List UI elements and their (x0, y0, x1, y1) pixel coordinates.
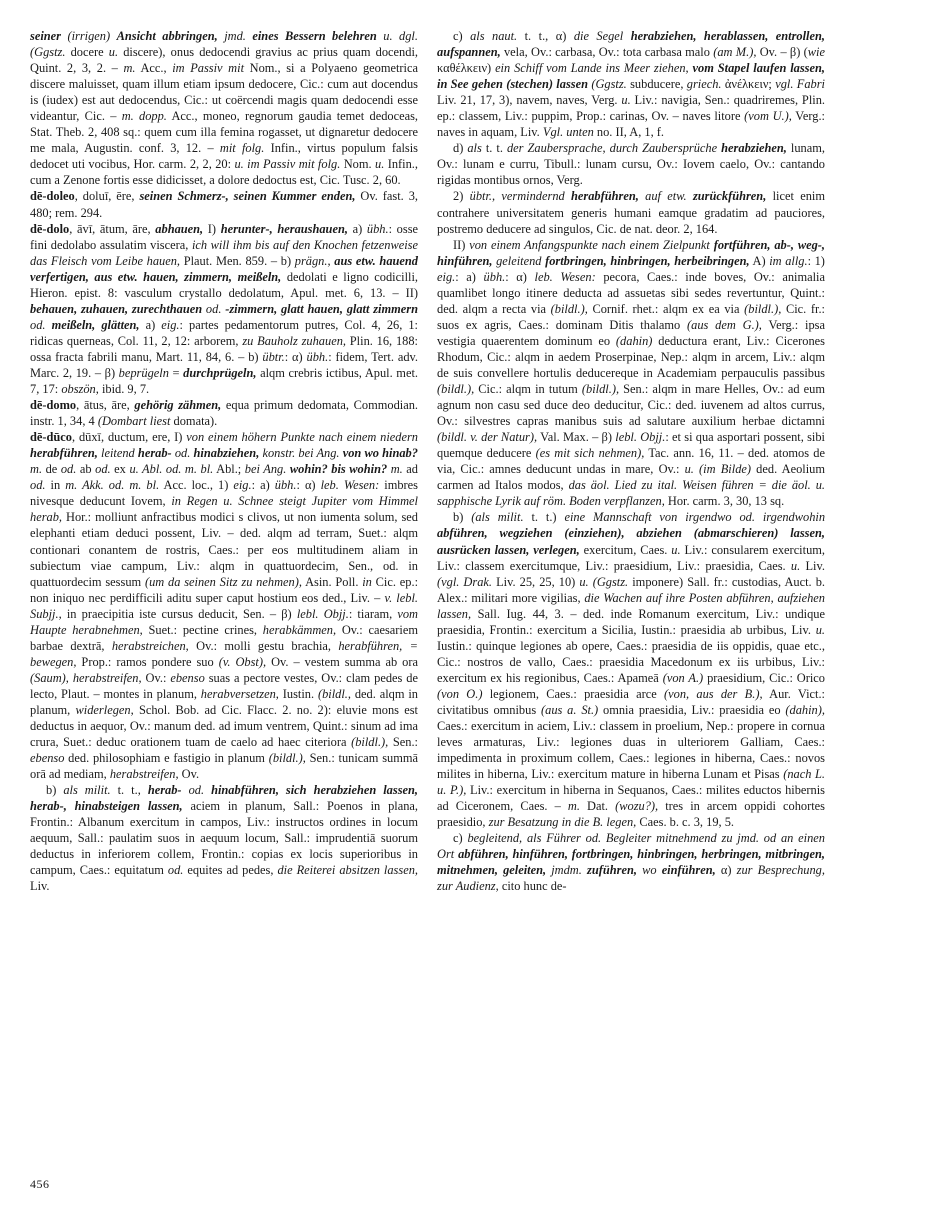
entry-dedoleo: dē-doleo, doluī, ēre, seinen Schmerz-, seinen Kummer enden, Ov. fast. 3, 480; rem. 294. (30, 189, 418, 220)
entry-deduco-d-zauber: d) als t. t. der Zaubersprache, durch Zaubersprüche herabziehen, lunam, Ov.: lunam e curru, Tibull.: lunam cursu, Ov.: Iovem caelo, Ov.: cantando rigidas montibus ornos, Verg. (437, 141, 825, 188)
page-number: 456 (30, 1177, 50, 1191)
right-column (437, 28, 825, 895)
entry-dedoceo-continued: seiner (irrigen) Ansicht abbringen, jmd. eines Bessern belehren u. dgl. (Ggstz. docere u. discere), onus dedocendi gravius ac prius quam docendi, Quint. 2, 3, 2. – m. Acc., im Passiv mit Nom., si a Polyaeno geometrica discere maluisset, quam illum etiam ipsum dedocere, Cic.: cum aut docendus is (iudex) est aut dedocendus, Cic.: ut coërcendi magis quam dedocendi esse videantur, Cic. – m. dopp. Acc., moneo, regnorum gaudia temet dedoceas, Stat. Theb. 2, 408 sq.: quem cum illa femina rogasset, ut dignaretur dedocere me mala, Augustin. conf. 3, 12. – mit folg. Infin., virtus populum falsis dedocet uti vocibus, Hor. carm. 2, 2, 20: u. im Passiv mit folg. Nom. u. Infin., cum a Zenone fortis esse didicisset, a dolore dedoctus est, Cic. Tusc. 2, 60. (30, 29, 419, 188)
entry-deduco-b: b) als milit. t. t., herab- od. hinabführen, sich herabziehen lassen, herab-, hinabsteigen lassen, aciem in planum, Sall.: Poenos in plana, Frontin.: Albanum exercitum in campos, Liv.: instructos ordines in locum aequum, Sall.: paulatim suos in aequum locum, Sall.: imprudentiā suorum deductus in inferiorem collem, Frontin.: copias ex locis superioribus in campum, Caes.: equitatum od. equites ad pedes, die Reiterei absitzen lassen, Liv. (30, 783, 418, 894)
entry-deduco-II: II) von einem Anfangspunkte nach einem Zielpunkt fortführen, ab-, weg-, hinführen, geleitend fortbringen, hinbringen, herbeibringen, A) im allg.: 1) eig.: a) übh.: α) leb. Wesen: pecora, Caes.: inde boves, Ov.: animalia quamlibet longo itinere deducta ad assuetas sibi sedes revertuntur, Quint.: ded. alqm a recta via (bildl.), Cornif. rhet.: alqm ex ea via (bildl.), Cic. fr.: suos ex agris, Caes.: dominam Ditis thalamo (aus dem G.), Verg.: ipsa vestigia quaerentem dominum eo (dahin) deductura erant, Liv.: Cicerones Rhodum, Cic.: alqm in aedem Proserpinae, Nep.: alqm in arcem, Liv.: alqm de suis convellere hortulis deducereque in Academiam perpauculis passibus (bildl.), Cic.: alqm in tutum (bildl.), Sen.: alqm in mare Helles, Ov.: ad eum agnum non casu sed duce deo deducitur, Cic.: ded. iuvenem ad altos currus, Ov.: silvestres capras manibus suis ad salutare auxilium herbae dictamni (bildl. v. der Natur), Val. Max. – β) lebl. Objj.: et si qua asportari possent, sibi quemque deducere (es mit sich nehmen), Tac. ann. 16, 11. – ded. atomos de via, Cic.: amnes deducunt undas in mare, Ov.: u. (im Bilde) ded. Aeolium carmen ad Italos modos, das äol. Lied zu ital. Weisen führen = die äol. u. sapphische Lyrik auf röm. Boden verpflanzen, Hor. carm. 3, 30, 13 sq. (437, 237, 826, 509)
entry-deduco: dē-dūco, dūxī, ductum, ere, I) von einem höhern Punkte nach einem niedern herabführen, leitend herab- od. hinabziehen, konstr. bei Ang. von wo hinab? m. de od. ab od. ex u. Abl. od. m. bl. Abl.; bei Ang. wohin? bis wohin? m. ad od. in m. Akk. od. m. bl. Acc. loc., 1) eig.: a) übh.: α) leb. Wesen: imbres nivesque deducunt Iovem, in Regen u. Schnee steigt Jupiter vom Himmel herab, Hor.: molliunt anfractibus modici s clivos, ut non iumenta solum, sed elephanti etiam deduci possent, Liv. – ded. alqm ad terram, Suet.: alqm contionari conantem de rostris, Caes.: per eos multitudinem aliam in subiectum viae campum, Liv.: alqm in quattuordecim, Sen., od. in quattuordecim sessum (um da seinen Sitz zu nehmen), Asin. Poll. in Cic. ep.: non iniquo nec perdifficili aditu super caput hostium eos ded., Liv. – v. lebl. Subjj., in praecipitia iste cursus deducit, Sen. – β) lebl. Objj.: tiaram, vom Haupte herabnehmen, Suet.: pectine crines, herabkämmen, Ov.: caesariem barbae dextrā, herabstreichen, Ov.: molli gestu brachia, herabführen, = bewegen, Prop.: ramos pondere suo (v. Obst), Ov. – vestem summa ab ora (Saum), herabstreifen, Ov.: ebenso suas a pectore vestes, Ov.: clam pedes de lecto, Plaut. – montes in planum, herabversetzen, Iustin. (bildl., ded. alqm in planum, widerlegen, Schol. Bob. ad Cic. Flacc. 2. no. 2): eluvie mons est deductus in aequor, Ov.: manum ded. ad imum ventrem, Quint.: sinum ad ima crura, Suet.: deduc orationem tuam de caelo ad haec citeriora (bildl.), Sen.: ebenso ded. philosophiam e fastigio in planum (bildl.), Sen.: tunicam summā orā ad mediam, herabstreifen, Ov. (30, 430, 419, 782)
entry-deduco-2-uebtr: 2) übtr., vermindernd herabführen, auf etw. zurückführen, licet enim contrahere universitatem generis humani eamque gradatim ad pauciores, postremo deducere ad singulos, Cic. de nat. deor. 2, 164. (437, 189, 825, 236)
left-column (30, 28, 418, 895)
entry-deduco-II-c-begleitend: c) begleitend, als Führer od. Begleiter mitnehmend zu jmd. od an einen Ort abführen, hinführen, fortbringen, hinbringen, herbringen, mitbringen, mitnehmen, geleiten, jmdm. zuführen, wo einführen, α) zur Besprechung, zur Audienz, cito hunc de- (437, 831, 826, 894)
entry-dedolo: dē-dolo, āvī, ātum, āre, abhauen, I) herunter-, heraushauen, a) übh.: osse fini dedolabo assulatim viscera, ich will ihm bis auf den Knochen fetzenweise das Fleisch vom Leibe hauen, Plaut. Men. 859. – b) prägn., aus etw. hauend verfertigen, aus etw. hauen, zimmern, meißeln, dedolati e ligno codicilli, Hieron. epist. 8: vasculum crystallo dedolatum, Apul. met. 6, 13. – II) behauen, zuhauen, zurechthauen od. -zimmern, glatt hauen, glatt zimmern od. meißeln, glätten, a) eig.: partes pedamentorum putres, Col. 4, 26, 1: ridicas querneas, Col. 11, 2, 12: arborem, zu Bauholz zuhauen, Plin. 16, 188: ossa fracta fabrili manu, Mart. 11, 84, 6. – b) übtr.: α) übh.: fidem, Tert. adv. Marc. 2, 19. – β) beprügeln = durchprügeln, alqm crebris ictibus, Apul. met. 7, 17: obszön, ibid. 9, 7. (30, 221, 419, 397)
entry-deduco-c-naut: c) als naut. t. t., α) die Segel herabziehen, herablassen, entrollen, aufspannen, vela, Ov.: carbasa, Ov.: tota carbasa malo (am M.), Ov. – β) (wie καθέλκειν) ein Schiff vom Lande ins Meer ziehen, vom Stapel laufen lassen, in See gehen (stechen) lassen (Ggstz. subducere, griech. ἀνέλκειν; vgl. Fabri Liv. 21, 17, 3), navem, naves, Verg. u. Liv.: navigia, Sen.: quadriremes, Plin. ep.: classem, Liv.: puppim, Prop.: carinas, Ov. – naves litore (vom U.), Verg.: naves in aquam, Liv. Vgl. unten no. II, A, 1, f. (437, 29, 825, 140)
entry-deduco-II-b-milit: b) (als milit. t. t.) eine Mannschaft von irgendwo od. irgendwohin abführen, wegziehen (einziehen), abziehen (abmarschieren) lassen, ausrücken lassen, verlegen, exercitum, Caes. u. Liv.: consularem exercitum, Liv.: classem exercitumque, Liv.: praesidium, Liv.: praesidia, Caes. u. Liv. (vgl. Drak. Liv. 25, 25, 10) u. (Ggstz. imponere) Sall. fr.: custodias, Auct. b. Alex.: militari more vigilias, die Wachen auf ihre Posten abführen, aufziehen lassen, Sall. Iug. 44, 3. – ded. inde Romanum exercitum, Liv.: undique praesidia, Frontin.: exercitum a Sicilia, Iustin.: praesidia ab urbibus, Liv. u. Iustin.: quinque legiones ab opere, Caes.: praesidia de iis oppidis, quae etc., Cic.: nostros de vallo, Caes.: praesidia Macedonum ex iis urbibus, Liv.: exercitum ex his regionibus, Caes.: Apameā (von A.) praesidium, Cic.: Orico (von O.) legionem, Caes.: praesidia arce (von, aus der B.), Aur. Vict.: civitatibus omnibus (aus a. St.) omnia praesidia, Liv.: praesidia eo (dahin), Caes.: exercitum in aciem, Liv.: classem in proelium, Nep.: propere in cornua leves armaturas, Liv.: legiones duas in ulteriorem Galliam, Caes.: impedimenta in proximum collem, Caes.: legiones in hiberna, Caes.: novos milites in hiberna, Liv.: exercitum mature in hiberna Lunam et Pisas (nach L. u. P.), Liv.: exercitum in hiberna in Sequanos, Caes.: milites eductos hibernis ad Ciceronem, Caes. – m. Dat. (wozu?), tres in arcem oppidi cohortes praesidio, zur Besatzung in die B. legen, Caes. b. c. 3, 19, 5. (437, 510, 826, 830)
entry-dedomo: dē-domo, ātus, āre, gehörig zähmen, equa primum dedomata, Commodian. instr. 1, 34, 4 (Dombart liest domata). (30, 398, 419, 429)
